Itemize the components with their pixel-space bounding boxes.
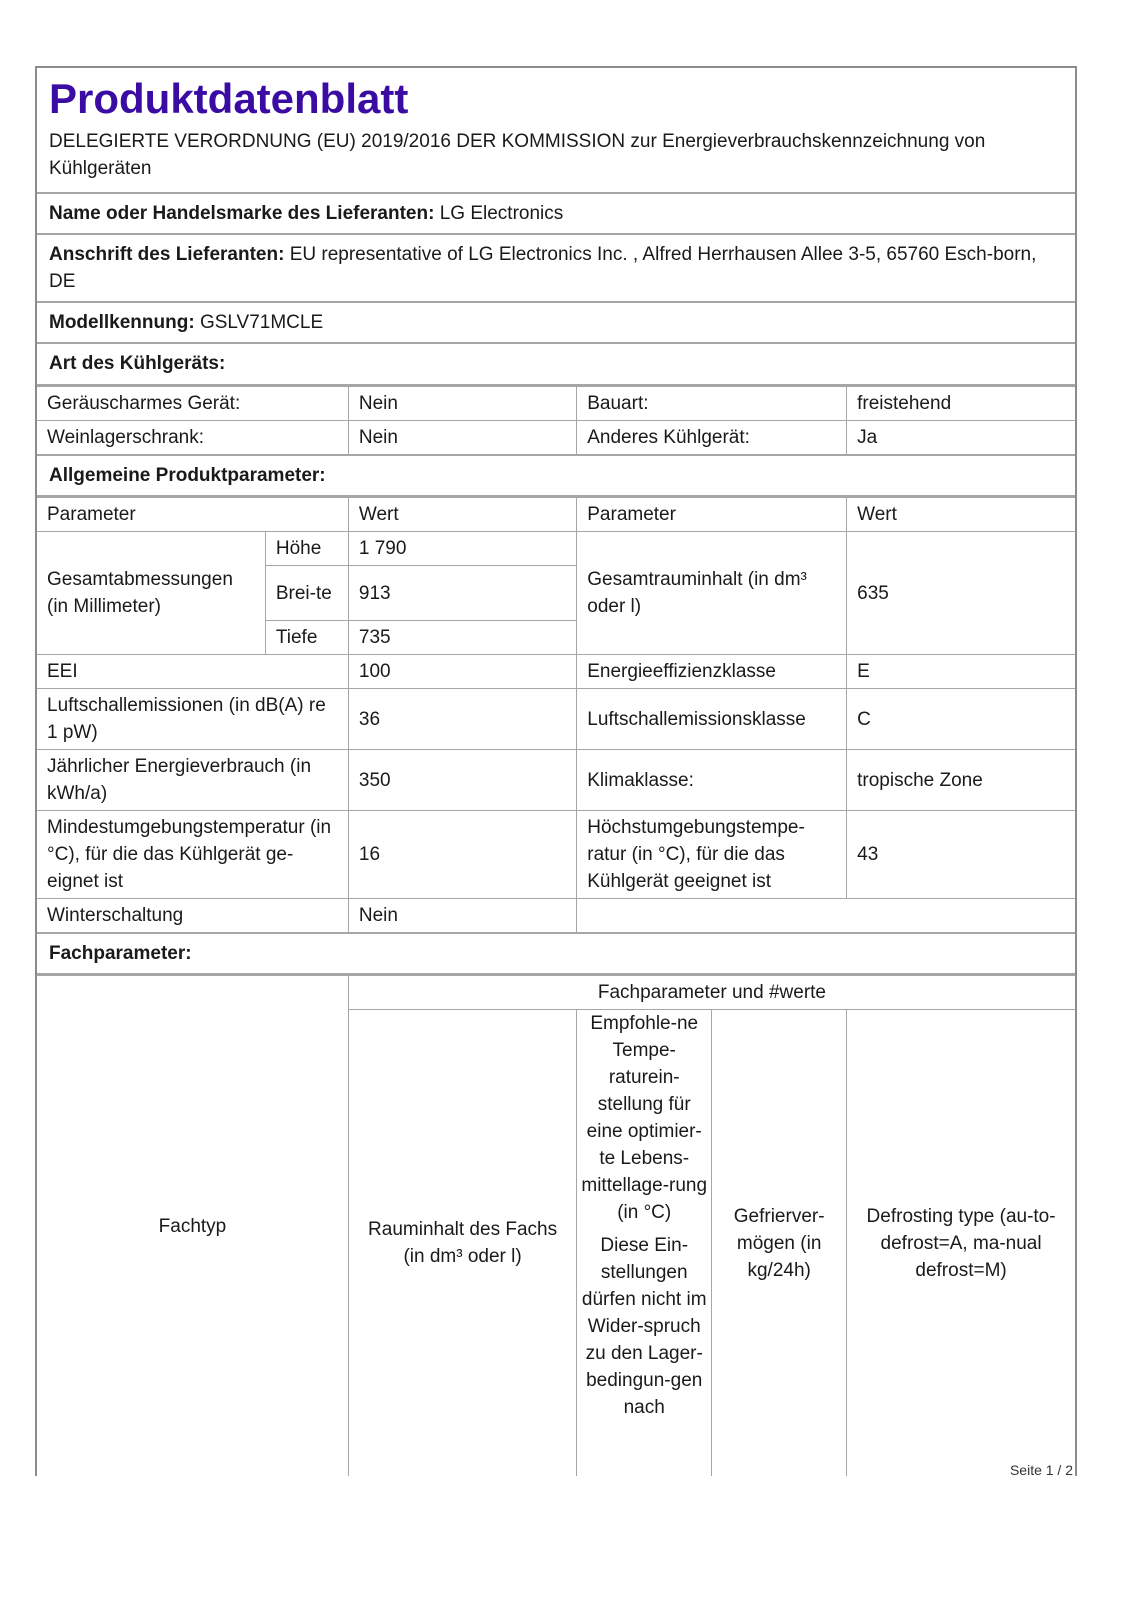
column-header-freezing-capacity: Gefrierver-mögen (in kg/24h) (712, 1010, 847, 1477)
table-header-row (37, 498, 1075, 532)
param-value: Nein (348, 899, 576, 933)
table-row (37, 387, 1075, 421)
table-header-row (37, 976, 1075, 1010)
supplier-name-value: LG Electronics (439, 203, 564, 224)
column-header-value: Wert (847, 498, 1075, 532)
temperature-label: Empfohle-ne Tempe-raturein-stellung für eine optimier-te Lebens-mittellage-rung (in °C) (581, 1013, 708, 1223)
general-params-table (37, 497, 1075, 933)
param-label: Weinlagerschrank: (37, 421, 348, 455)
param-label: Klimaklasse: (577, 750, 847, 811)
table-row (37, 811, 1075, 899)
param-value: E (847, 655, 1075, 689)
param-label: Anderes Kühlgerät: (577, 421, 847, 455)
column-header-temperature (577, 1010, 712, 1477)
table-row (37, 532, 1075, 566)
table-row (37, 750, 1075, 811)
param-value: Nein (348, 421, 576, 455)
param-label: Winterschaltung (37, 899, 348, 933)
column-header-defrosting-type: Defrosting type (au-to-defrost=A, ma-nual defrost=M) (847, 1010, 1075, 1477)
page-title: Produktdatenblatt (49, 75, 409, 122)
param-value: Nein (348, 387, 576, 421)
regulation-subtitle: DELEGIERTE VERORDNUNG (EU) 2019/2016 DER KOMMISSION zur Energieverbrauchskennzeichnung von Kühlgeräten (37, 126, 1075, 194)
empty-cell (577, 899, 1075, 933)
column-header-value: Wert (348, 498, 576, 532)
product-data-sheet (35, 66, 1077, 1476)
model-row (37, 303, 1075, 344)
param-value: C (847, 689, 1075, 750)
column-header-compartment-type: Fachtyp (37, 976, 348, 1477)
param-label: Höchstumgebungstempe-ratur (in °C), für die das Kühlgerät geeignet ist (577, 811, 847, 899)
column-header-parameter: Parameter (37, 498, 348, 532)
temperature-note: Diese Ein-stellungen dürfen nicht im Wider-spruch zu den Lager-bedingun-gen nach (581, 1235, 707, 1418)
column-header-volume: Rauminhalt des Fachs (in dm³ oder l) (348, 1010, 576, 1477)
model-value: GSLV71MCLE (199, 312, 324, 333)
table-row (37, 421, 1075, 455)
appliance-type-table (37, 386, 1075, 455)
dimensions-label: Gesamtabmessungen (in Millimeter) (37, 532, 265, 655)
param-value: Ja (847, 421, 1075, 455)
supplier-name-label: Name oder Handelsmarke des Lieferanten: (49, 203, 435, 224)
param-label: Energieeffizienzklasse (577, 655, 847, 689)
param-value: tropische Zone (847, 750, 1075, 811)
height-value: 1 790 (348, 532, 576, 566)
table-row (37, 689, 1075, 750)
volume-label: Gesamtrauminhalt (in dm³ oder l) (577, 532, 847, 655)
general-params-heading: Allgemeine Produktparameter: (37, 455, 1075, 497)
volume-value: 635 (847, 532, 1075, 655)
param-value: 350 (348, 750, 576, 811)
compartment-params-table (37, 975, 1075, 1476)
table-row (37, 655, 1075, 689)
table-row (37, 899, 1075, 933)
param-value: 43 (847, 811, 1075, 899)
param-value: freistehend (847, 387, 1075, 421)
param-value: 100 (348, 655, 576, 689)
model-label: Modellkennung: (49, 312, 195, 333)
param-label: Luftschallemissionen (in dB(A) re 1 pW) (37, 689, 348, 750)
depth-label: Tiefe (265, 621, 348, 655)
param-label: Geräuscharmes Gerät: (37, 387, 348, 421)
height-label: Höhe (265, 532, 348, 566)
compartment-params-heading: Fachparameter: (37, 933, 1075, 975)
width-value: 913 (348, 566, 576, 621)
param-label: EEI (37, 655, 348, 689)
supplier-address-value: EU representative of LG Electronics Inc. , Alfred Herrhausen Allee 3-5, 65760 Esch-born, DE (49, 244, 1037, 292)
supplier-address-row (37, 235, 1075, 303)
param-value: 16 (348, 811, 576, 899)
group-header: Fachparameter und #werte (348, 976, 1075, 1010)
appliance-type-heading: Art des Kühlgeräts: (37, 344, 1075, 386)
depth-value: 735 (348, 621, 576, 655)
param-label: Jährlicher Energieverbrauch (in kWh/a) (37, 750, 348, 811)
supplier-address-label: Anschrift des Lieferanten: (49, 244, 285, 265)
column-header-parameter: Parameter (577, 498, 847, 532)
param-label: Mindestumgebungstemperatur (in °C), für die das Kühlgerät ge-eignet ist (37, 811, 348, 899)
supplier-name-row (37, 194, 1075, 235)
param-value: 36 (348, 689, 576, 750)
param-label: Luftschallemissionsklasse (577, 689, 847, 750)
width-label: Brei-te (265, 566, 348, 621)
param-label: Bauart: (577, 387, 847, 421)
page-number: Seite 1 / 2 (1009, 1462, 1073, 1478)
